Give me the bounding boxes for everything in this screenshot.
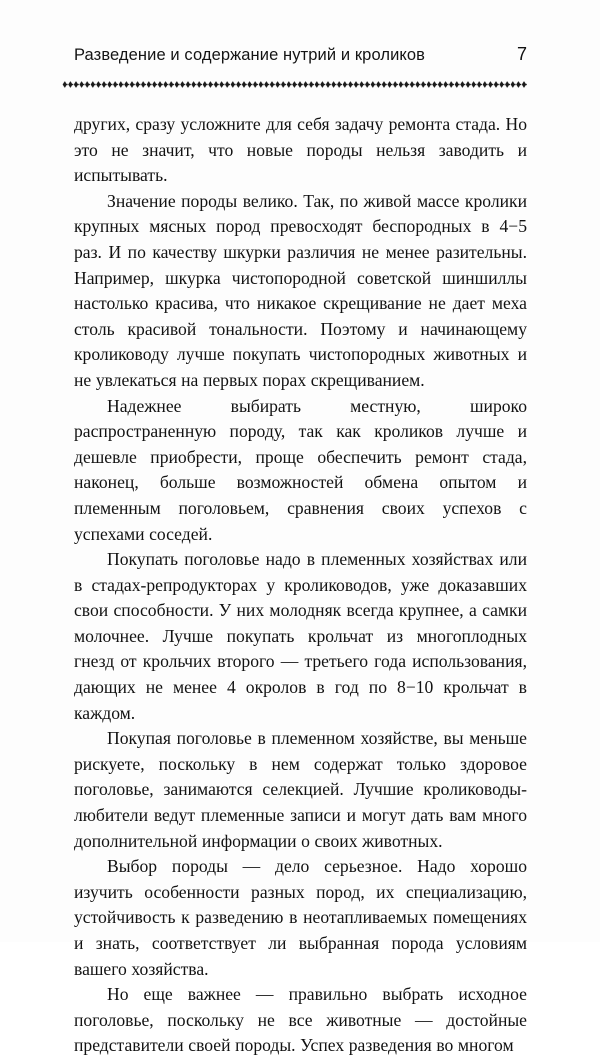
paragraph: Покупать поголовье надо в племенных хозяйствах или в стадах-репродукторах у кролиководов, уже доказавших свои способности. У них молодняк всегда крупнее, а самки молочнее. Лучше покупать крольчат из многоплодных гнезд от крольчих второго — третьего года использования, дающих не менее 4 окролов в год по 8−10 крольчат в каждом. — [74, 549, 527, 723]
page-number: 7 — [516, 44, 527, 64]
paragraph: Но еще важнее — правильно выбрать исходное поголовье, поскольку не все животные — достойные представители своей породы. Успех разведения во многом — [74, 984, 527, 1056]
diamond-chain-icon — [62, 80, 527, 89]
paragraph: других, сразу усложните для себя задачу ремонта стада. Но это не значит, что новые породы нельзя заводить и испытывать. — [74, 114, 527, 186]
paragraph: Надежнее выбирать местную, широко распространенную породу, так как кроликов лучше и дешевле приобрести, проще обеспечить ремонт стада, наконец, больше возможностей обмена опытом и племенным поголовьем, сравнения своих успехов с успехами соседей. — [74, 395, 527, 544]
paragraph: Значение породы велико. Так, по живой массе кролики крупных мясных пород превосходят беспородных в 4−5 раз. И по качеству шкурки различия не менее разительны. Например, шкурка чистопородной советской шиншиллы настолько красива, что никакое скрещивание не дает меха столь красивой тональности. Поэтому и начинающему кролиководу лучше покупать чистопородных животных и не увлекаться на первых порах скрещиванием. — [74, 190, 527, 390]
paragraph: Выбор породы — дело серьезное. Надо хорошо изучить особенности разных пород, их специализацию, устойчивость к разведению в неотапливаемых помещениях и знать, соответствует ли выбранная порода условиям вашего хозяйства. — [74, 856, 527, 979]
running-head-title: Разведение и содержание нутрий и кроликов — [74, 46, 426, 64]
body-text — [74, 112, 527, 1059]
decorative-divider — [62, 80, 527, 89]
paragraph: Покупая поголовье в племенном хозяйстве, вы меньше рискуете, поскольку в нем содержат только здоровое поголовье, занимаются селекцией. Лучшие кролиководы-любители ведут племенные записи и могут дать вам много дополнительной информации о своих животных. — [74, 728, 527, 851]
running-head — [74, 44, 527, 70]
